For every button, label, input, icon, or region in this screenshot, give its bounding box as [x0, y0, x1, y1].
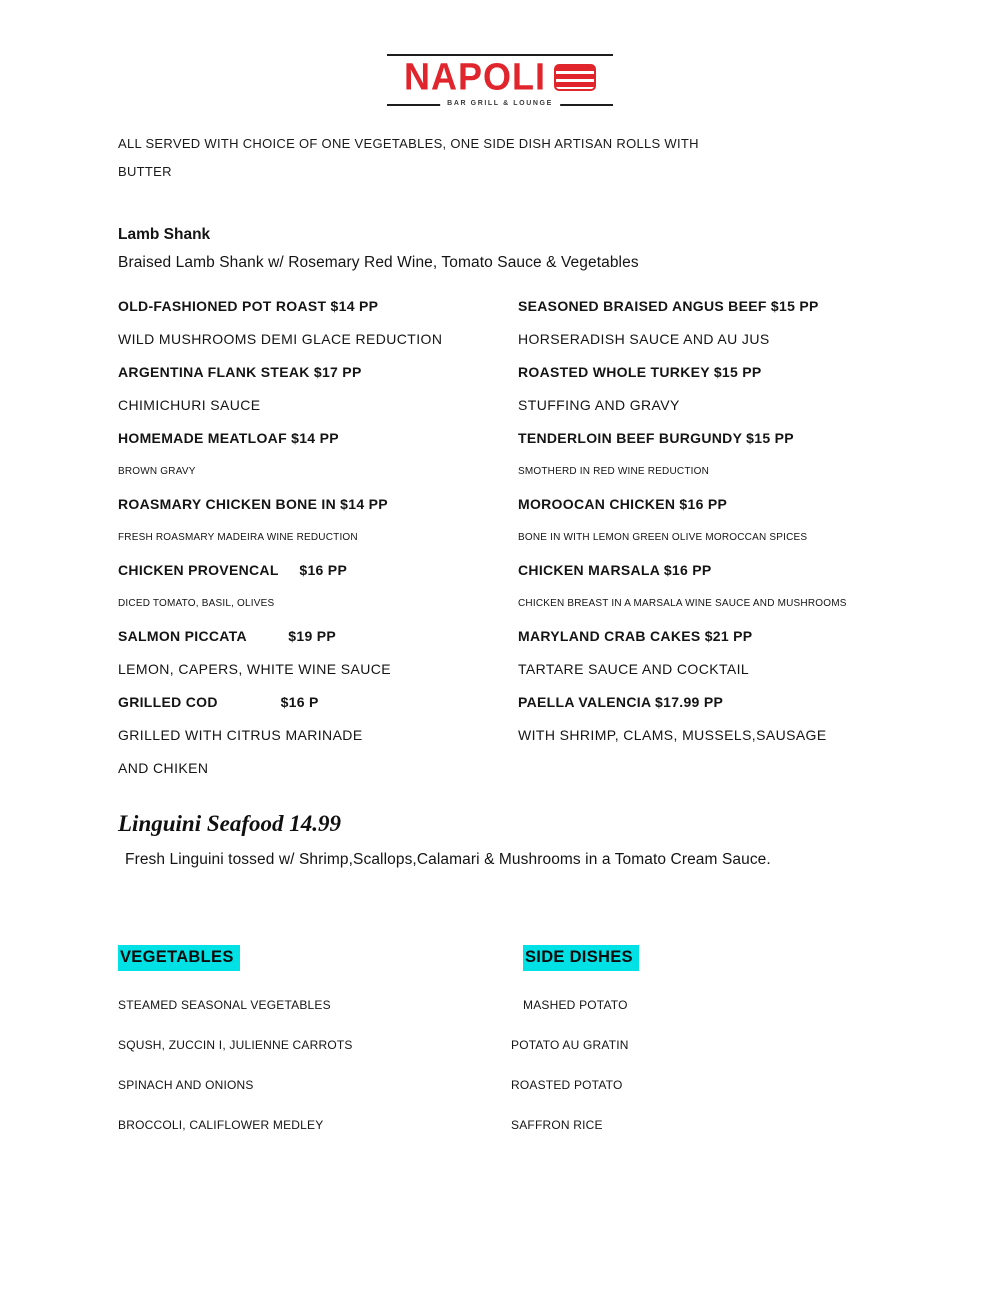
menu-item-desc: WILD MUSHROOMS DEMI GLACE REDUCTION	[118, 331, 443, 347]
pasta-special-title: Linguini Seafood 14.99	[118, 811, 342, 836]
menu-item-desc: FRESH ROASMARY MADEIRA WINE REDUCTION	[118, 532, 358, 543]
menu-item-desc: WITH SHRIMP, CLAMS, MUSSELS,SAUSAGE	[518, 727, 827, 743]
entrees-section	[118, 290, 920, 785]
menu-item-title: MARYLAND CRAB CAKES $21 PP	[518, 628, 753, 644]
featured-dish	[118, 226, 920, 272]
sides-section	[118, 945, 920, 1158]
menu-item-desc: BONE IN WITH LEMON GREEN OLIVE MOROCCAN SPICES	[518, 532, 808, 543]
vegetable-item: SPINACH AND ONIONS	[118, 1078, 254, 1092]
menu-item-title: SEASONED BRAISED ANGUS BEEF $15 PP	[518, 298, 819, 314]
side-dishes-header-row	[511, 945, 920, 971]
menu-item-title: TENDERLOIN BEEF BURGUNDY $15 PP	[518, 430, 794, 446]
menu-row	[118, 554, 920, 620]
vegetable-item: BROCCOLI, CALIFLOWER MEDLEY	[118, 1118, 324, 1132]
menu-item-title: HOMEMADE MEATLOAF $14 PP	[118, 430, 339, 446]
vegetable-item: STEAMED SEASONAL VEGETABLES	[118, 998, 331, 1012]
side-dish-item: MASHED POTATO	[523, 998, 628, 1012]
logo-main	[387, 56, 613, 99]
menu-item	[518, 686, 920, 785]
menu-row	[118, 290, 920, 356]
menu-item	[518, 356, 920, 422]
menu-item-desc: DICED TOMATO, BASIL, OLIVES	[118, 598, 275, 609]
pasta-special-description: Fresh Linguini tossed w/ Shrimp,Scallops,Calamari & Mushrooms in a Tomato Cream Sauce.	[125, 851, 771, 868]
vegetables-column	[118, 945, 511, 1158]
menu-item-desc: HORSERADISH SAUCE AND AU JUS	[518, 331, 770, 347]
vegetable-item: SQUSH, ZUCCIN I, JULIENNE CARROTS	[118, 1038, 353, 1052]
menu-item-title: ARGENTINA FLANK STEAK $17 PP	[118, 364, 362, 380]
menu-item	[118, 290, 518, 356]
menu-item-title: OLD-FASHIONED POT ROAST $14 PP	[118, 298, 379, 314]
side-dish-item: SAFFRON RICE	[511, 1118, 603, 1132]
menu-item-title: PAELLA VALENCIA $17.99 PP	[518, 694, 724, 710]
menu-item-title: CHICKEN PROVENCAL $16 PP	[118, 562, 348, 578]
menu-row	[118, 620, 920, 686]
menu-item-title: CHICKEN MARSALA $16 PP	[518, 562, 712, 578]
intro-note-line1: ALL SERVED WITH CHOICE OF ONE VEGETABLES, ONE SIDE DISH ARTISAN ROLLS WITH	[118, 136, 699, 151]
vegetables-header: VEGETABLES	[118, 945, 240, 971]
menu-row	[118, 488, 920, 554]
logo-tagline: BAR GRILL & LOUNGE	[440, 100, 560, 107]
featured-dish-name: Lamb Shank	[118, 226, 211, 243]
pasta-special	[118, 811, 920, 869]
menu-item	[118, 686, 518, 785]
menu-item	[118, 488, 518, 554]
menu-item-desc: TARTARE SAUCE AND COCKTAIL	[518, 661, 750, 677]
menu-item	[518, 620, 920, 686]
menu-item	[518, 422, 920, 488]
menu-item-title: MOROOCAN CHICKEN $16 PP	[518, 496, 728, 512]
menu-item-desc: GRILLED WITH CITRUS MARINADE	[118, 727, 363, 743]
grill-icon	[554, 64, 596, 91]
menu-item	[518, 554, 920, 620]
menu-item-desc: BROWN GRAVY	[118, 466, 196, 477]
menu-item-desc: SMOTHERD IN RED WINE REDUCTION	[518, 466, 709, 477]
menu-content	[0, 130, 1000, 1158]
logo-bottom	[387, 99, 613, 112]
menu-item	[518, 290, 920, 356]
menu-item	[518, 488, 920, 554]
menu-item-desc: CHICKEN BREAST IN A MARSALA WINE SAUCE AND MUSHROOMS	[518, 598, 847, 609]
featured-dish-description: Braised Lamb Shank w/ Rosemary Red Wine, Tomato Sauce & Vegetables	[118, 254, 639, 271]
menu-item-title: GRILLED COD $16 P	[118, 694, 319, 710]
intro-note	[118, 130, 920, 186]
napoli-logo	[387, 54, 613, 112]
menu-row	[118, 686, 920, 785]
logo-brand-text: NAPOLI	[403, 54, 546, 99]
side-dish-item: ROASTED POTATO	[511, 1078, 623, 1092]
menu-item	[118, 356, 518, 422]
menu-item-desc: CHIMICHURI SAUCE	[118, 397, 261, 413]
side-dishes-column	[511, 945, 920, 1158]
menu-item-title: ROASTED WHOLE TURKEY $15 PP	[518, 364, 762, 380]
menu-row	[118, 356, 920, 422]
side-dish-item: POTATO AU GRATIN	[511, 1038, 629, 1052]
menu-item-desc: STUFFING AND GRAVY	[518, 397, 680, 413]
menu-item	[118, 620, 518, 686]
menu-row	[118, 422, 920, 488]
menu-item	[118, 554, 518, 620]
menu-item-title: SALMON PICCATA $19 PP	[118, 628, 336, 644]
menu-item	[118, 422, 518, 488]
menu-item-title: ROASMARY CHICKEN BONE IN $14 PP	[118, 496, 388, 512]
menu-item-desc-line2: AND CHIKEN	[118, 760, 209, 776]
side-dishes-header: SIDE DISHES	[523, 945, 639, 971]
vegetables-header-row	[118, 945, 511, 971]
intro-note-line2: BUTTER	[118, 164, 172, 179]
menu-item-desc: LEMON, CAPERS, WHITE WINE SAUCE	[118, 661, 391, 677]
